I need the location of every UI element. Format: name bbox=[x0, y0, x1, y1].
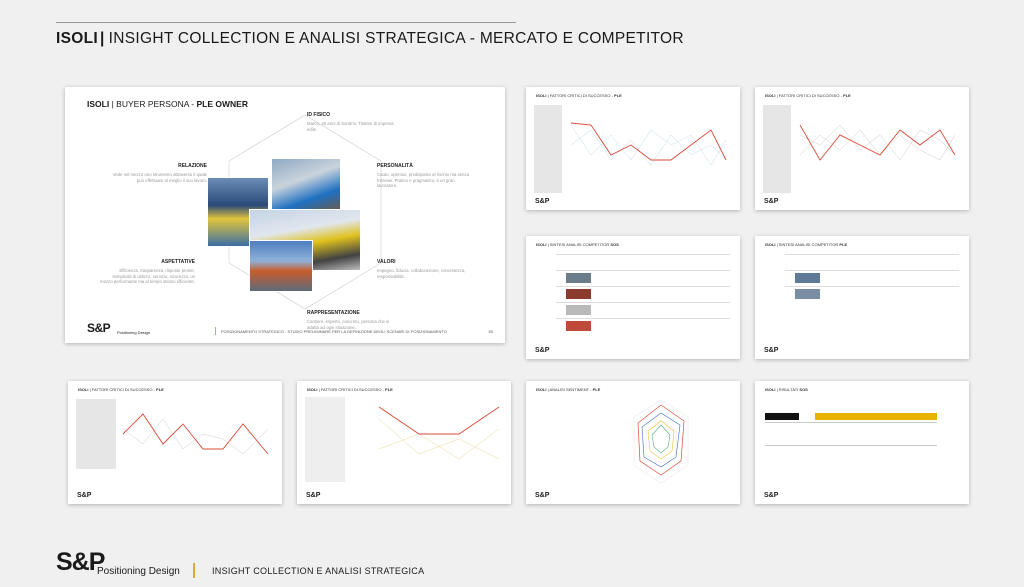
thumb-title-brand: ISOLI bbox=[765, 242, 776, 247]
thumb-title: ISOLI | SINTESI ANALISI COMPETITOR SOS bbox=[536, 242, 619, 247]
thumb-title-brand: ISOLI bbox=[536, 93, 547, 98]
thumb-title: ISOLI | FATTORI CRITICI DI SUCCESSO - PLE bbox=[536, 93, 622, 98]
thumb-footer-logo: S&P bbox=[764, 198, 779, 205]
thumb-title: ISOLI | RISULTATI SOS bbox=[765, 387, 808, 392]
thumb-title: ISOLI | FATTORI CRITICI DI SUCCESSO - PLE bbox=[78, 387, 164, 392]
block-text: Vede nel mezzo uno strumento attraverso il quale può effettuare al meglio il suo lavoro. bbox=[112, 171, 207, 183]
line-chart-thumb bbox=[795, 105, 963, 193]
slide-title-brand: ISOLI bbox=[87, 99, 110, 109]
block-text: Cantiere, esperto, concreto, persona che si adatta ad ogni situazione. bbox=[307, 318, 390, 330]
thumb-title-brand: ISOLI bbox=[536, 242, 547, 247]
table-row bbox=[785, 254, 959, 269]
block-heading: ASPETTATIVE bbox=[161, 259, 195, 265]
logo-panel bbox=[763, 105, 791, 193]
thumb-title-bold: SOS bbox=[799, 387, 808, 392]
thumb-title-text: FATTORI CRITICI DI SUCCESSO - bbox=[320, 387, 384, 392]
thumb-title-bold: SOS bbox=[610, 242, 619, 247]
thumb-footer-logo: S&P bbox=[764, 492, 779, 499]
block-valori bbox=[377, 259, 472, 279]
table-row bbox=[556, 302, 730, 317]
thumb-footer-logo: S&P bbox=[535, 492, 550, 499]
thumb-title-bold: PLE bbox=[156, 387, 164, 392]
thumb-title-brand: ISOLI bbox=[307, 387, 318, 392]
block-rappresentazione bbox=[307, 310, 402, 330]
thumb-title: ISOLI | ANALISI SENTIMENT - PLE bbox=[536, 387, 601, 392]
block-personalita bbox=[377, 163, 472, 189]
thumb-title-text: RISULTATI bbox=[778, 387, 799, 392]
line-chart-thumb bbox=[566, 105, 734, 193]
top-rule bbox=[56, 22, 516, 23]
thumb-title-brand: ISOLI bbox=[765, 387, 776, 392]
line-chart-thumb bbox=[118, 399, 276, 479]
footer-text: INSIGHT COLLECTION E ANALISI STRATEGICA bbox=[212, 566, 425, 576]
thumb-title: ISOLI | FATTORI CRITICI DI SUCCESSO - PLE bbox=[307, 387, 393, 392]
photo-operator-basket bbox=[271, 158, 341, 213]
slide-footer-text: POSIZIONAMENTO STRATEGICO - STUDIO PRELIMINARE PER LA DEFINIZIONE DEGLI SCENARI DI POSIZIONAMENTO bbox=[221, 329, 447, 334]
footer-logo: S&P bbox=[56, 548, 105, 576]
thumbnail-slide-2[interactable] bbox=[755, 87, 969, 210]
page-title bbox=[56, 30, 684, 48]
results-table-header bbox=[815, 413, 937, 420]
thumb-title-text: SINTESI ANALISI COMPETITOR bbox=[549, 242, 610, 247]
table-row bbox=[556, 318, 730, 333]
thumb-title-text: FATTORI CRITICI DI SUCCESSO - bbox=[91, 387, 155, 392]
footer-logo-sub: Positioning Design bbox=[97, 566, 180, 577]
thumb-title-brand: ISOLI bbox=[78, 387, 89, 392]
block-text: Marco, 40 anni di Sondrio, Titolare di impresa edile bbox=[307, 120, 394, 132]
footer-divider bbox=[193, 563, 195, 578]
block-id-fisico bbox=[307, 112, 402, 132]
thumb-title-text: FATTORI CRITICI DI SUCCESSO - bbox=[549, 93, 613, 98]
thumbnail-slide-8[interactable] bbox=[755, 381, 969, 504]
logo-panel bbox=[534, 105, 562, 193]
thumbnail-slide-7[interactable] bbox=[526, 381, 740, 504]
block-text: Impegno, fiducia, collaborazione, concretezza, responsabilità. bbox=[377, 267, 466, 279]
block-text: Cauto, operoso, predisposto al rischio ma senza frenesie. Pratico e pragmatico, è un gran lavoratore. bbox=[377, 171, 469, 189]
slide-page-number: 50 bbox=[488, 329, 493, 334]
slide-title-separator: | bbox=[111, 99, 114, 109]
thumb-title-text: FATTORI CRITICI DI SUCCESSO - bbox=[778, 93, 842, 98]
thumb-footer-logo: S&P bbox=[764, 347, 779, 354]
block-heading: VALORI bbox=[377, 259, 396, 265]
radar-chart-thumb bbox=[626, 395, 696, 495]
thumb-title-bold: PLE bbox=[592, 387, 601, 392]
block-heading: RAPPRESENTAZIONE bbox=[307, 310, 360, 316]
table-row bbox=[785, 270, 959, 285]
slide-title-section: BUYER PERSONA - bbox=[116, 99, 195, 109]
block-heading: RELAZIONE bbox=[178, 163, 207, 169]
buyer-persona-slide[interactable] bbox=[65, 87, 505, 343]
block-aspettative bbox=[100, 259, 195, 285]
table-row bbox=[556, 286, 730, 301]
thumb-title-brand: ISOLI bbox=[536, 387, 547, 392]
thumb-title-brand: ISOLI bbox=[765, 93, 776, 98]
logo-panel bbox=[76, 399, 116, 469]
block-relazione bbox=[112, 163, 207, 183]
slide-title-subject: PLE OWNER bbox=[196, 99, 248, 109]
block-heading: ID FISICO bbox=[307, 112, 331, 118]
thumb-title-bold: PLE bbox=[385, 387, 393, 392]
table-row bbox=[785, 286, 959, 301]
photo-tower-basket bbox=[249, 240, 313, 292]
thumbnail-slide-4[interactable] bbox=[755, 236, 969, 359]
thumb-footer-logo: S&P bbox=[535, 198, 550, 205]
thumb-title-text: ANALISI SENTIMENT - bbox=[549, 387, 592, 392]
thumbnail-slide-5[interactable] bbox=[68, 381, 282, 504]
thumb-title-bold: PLE bbox=[839, 242, 848, 247]
thumb-footer-logo: S&P bbox=[77, 492, 92, 499]
page-title-text: INSIGHT COLLECTION E ANALISI STRATEGICA - MERCATO E COMPETITOR bbox=[108, 30, 684, 47]
thumbnail-slide-1[interactable] bbox=[526, 87, 740, 210]
slide-footer-logo-sub: Positioning Design bbox=[117, 330, 151, 335]
block-text: Efficienza, trasparenza, risposte pronte, semplicità di utilizzo, servizio, sicurezza, un mezzo performante ma al tempo stesso efficiente. bbox=[100, 267, 195, 285]
thumb-title: ISOLI | SINTESI ANALISI COMPETITOR PLE bbox=[765, 242, 848, 247]
slide-footer-divider bbox=[215, 327, 216, 335]
results-table-rows bbox=[765, 422, 937, 446]
thumb-title: ISOLI | FATTORI CRITICI DI SUCCESSO - PLE bbox=[765, 93, 851, 98]
thumbnail-slide-6[interactable] bbox=[297, 381, 511, 504]
thumb-footer-logo: S&P bbox=[535, 347, 550, 354]
block-heading: PERSONALITÀ bbox=[377, 163, 413, 169]
logo-panel bbox=[305, 397, 345, 482]
table-row bbox=[556, 270, 730, 285]
thumbnail-slide-3[interactable] bbox=[526, 236, 740, 359]
thumb-footer-logo: S&P bbox=[306, 492, 321, 499]
line-chart-thumb bbox=[349, 399, 504, 479]
page-title-separator: | bbox=[99, 30, 105, 47]
thumb-title-bold: PLE bbox=[614, 93, 622, 98]
thumb-title-text: SINTESI ANALISI COMPETITOR bbox=[778, 242, 839, 247]
slide-footer-logo: S&P bbox=[87, 321, 111, 335]
thumb-title-bold: PLE bbox=[843, 93, 851, 98]
page-title-brand: ISOLI bbox=[56, 30, 98, 47]
ranking-table-header bbox=[765, 413, 799, 420]
table-row bbox=[556, 254, 730, 269]
